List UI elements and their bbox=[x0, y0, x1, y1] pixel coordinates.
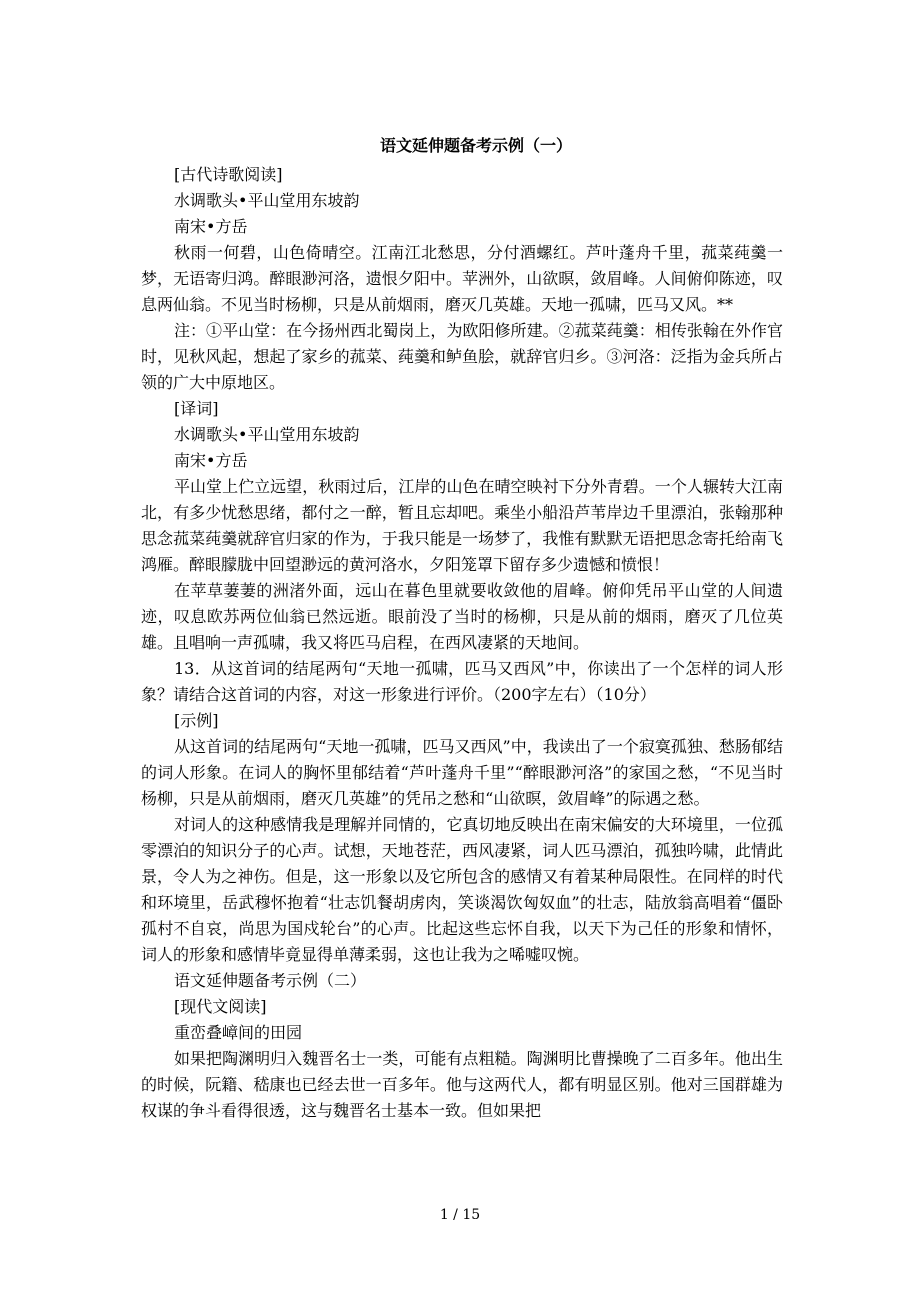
poem-title: 水调歌头•平山堂用东坡韵 bbox=[174, 191, 360, 210]
section-label: [示例] bbox=[174, 711, 219, 730]
article-paragraph: 如果把陶渊明归入魏晋名士一类，可能有点粗糙。陶渊明比曹操晚了二百多年。他出生的时候，阮籍、嵇康也已经去世一百多年。他与这两代人，都有明显区别。他对三国群雄为权谋的争斗看得很透，这与魏晋名士基本一致。但如果把 bbox=[141, 1049, 783, 1120]
document-body bbox=[141, 162, 783, 1124]
poem-author: 南宋•方岳 bbox=[174, 217, 248, 236]
sample-answer-paragraph: 对词人的这种感情我是理解并同情的，它真切地反映出在南宋偏安的大环境里，一位孤零漂泊的知识分子的心声。试想，天地苍茫，西风凄紧，词人匹马漂泊，孤独吟啸，此情此景，令人为之神伤。但是，这一形象以及它所包含的感情又有着某种局限性。在同样的时代和环境里，岳武穆怀抱着“壮志饥餐胡虏肉，笑谈渴饮匈奴血”的壮志，陆放翁高唱着“僵卧孤村不自哀，尚思为国戍轮台”的心声。比起这些忘怀自我，以天下为己任的形象和情怀，词人的形象和感情毕竟显得单薄柔弱，这也让我为之唏嘘叹惋。 bbox=[141, 815, 783, 964]
section-heading: 语文延伸题备考示例（二） bbox=[174, 971, 367, 990]
poem-text: 秋雨一何碧，山色倚晴空。江南江北愁思，分付酒螺红。芦叶蓬舟千里，菰菜莼羹一梦，无语寄归鸿。醉眼渺河洛，遗恨夕阳中。苹洲外，山欲暝，敛眉峰。人间俯仰陈迹，叹息两仙翁。不见当时杨柳，只是从前烟雨，磨灭几英雄。天地一孤啸，匹马又风。** bbox=[141, 243, 783, 314]
question-text: 13．从这首词的结尾两句“天地一孤啸，匹马又西风”中，你读出了一个怎样的词人形象？请结合这首词的内容，对这一形象进行评价。（200字左右）（10分） bbox=[141, 659, 783, 704]
sample-answer-paragraph: 从这首词的结尾两句“天地一孤啸，匹马又西风”中，我读出了一个寂寞孤独、愁肠郁结的词人形象。在词人的胸怀里郁结着“芦叶蓬舟千里”“醉眼渺河洛”的家国之愁，“不见当时杨柳，只是从前烟雨，磨灭几英雄”的凭吊之愁和“山欲暝，敛眉峰”的际遇之愁。 bbox=[141, 737, 783, 808]
poem-author: 南宋•方岳 bbox=[174, 451, 248, 470]
poem-title: 水调歌头•平山堂用东坡韵 bbox=[174, 425, 360, 444]
section-label: [古代诗歌阅读] bbox=[174, 165, 283, 184]
poem-notes: 注：①平山堂：在今扬州西北蜀岗上，为欧阳修所建。②菰菜莼羹：相传张翰在外作官时，见秋风起，想起了家乡的菰菜、莼羹和鲈鱼脍，就辞官归乡。③河洛：泛指为金兵所占领的广大中原地区。 bbox=[141, 321, 783, 392]
document-title: 语文延伸题备考示例（一） bbox=[379, 136, 572, 155]
section-label: [译词] bbox=[174, 399, 219, 418]
translation-paragraph: 平山堂上伫立远望，秋雨过后，江岸的山色在晴空映衬下分外青碧。一个人辗转大江南北，有多少忧愁思绪，都付之一醉，暂且忘却吧。乘坐小船沿芦苇岸边千里漂泊，张翰那种思念菰菜莼羹就辞官归家的作为，于我只能是一场梦了，我惟有默默无语把思念寄托给南飞鸿雁。醉眼朦胧中回望渺远的黄河洛水，夕阳笼罩下留存多少遗憾和愤恨！ bbox=[141, 477, 783, 574]
section-label: [现代文阅读] bbox=[174, 997, 267, 1016]
document-page bbox=[141, 130, 783, 1124]
translation-paragraph: 在苹草萋萋的洲渚外面，远山在暮色里就要收敛他的眉峰。俯仰凭吊平山堂的人间遗迹，叹息欧苏两位仙翁已然远逝。眼前没了当时的杨柳，只是从前的烟雨，磨灭了几位英雄。且唱响一声孤啸，我又将匹马启程，在西风凄紧的天地间。 bbox=[141, 581, 783, 652]
page-indicator: 1 / 15 bbox=[439, 1207, 481, 1223]
article-title: 重峦叠嶂间的田园 bbox=[174, 1023, 303, 1042]
